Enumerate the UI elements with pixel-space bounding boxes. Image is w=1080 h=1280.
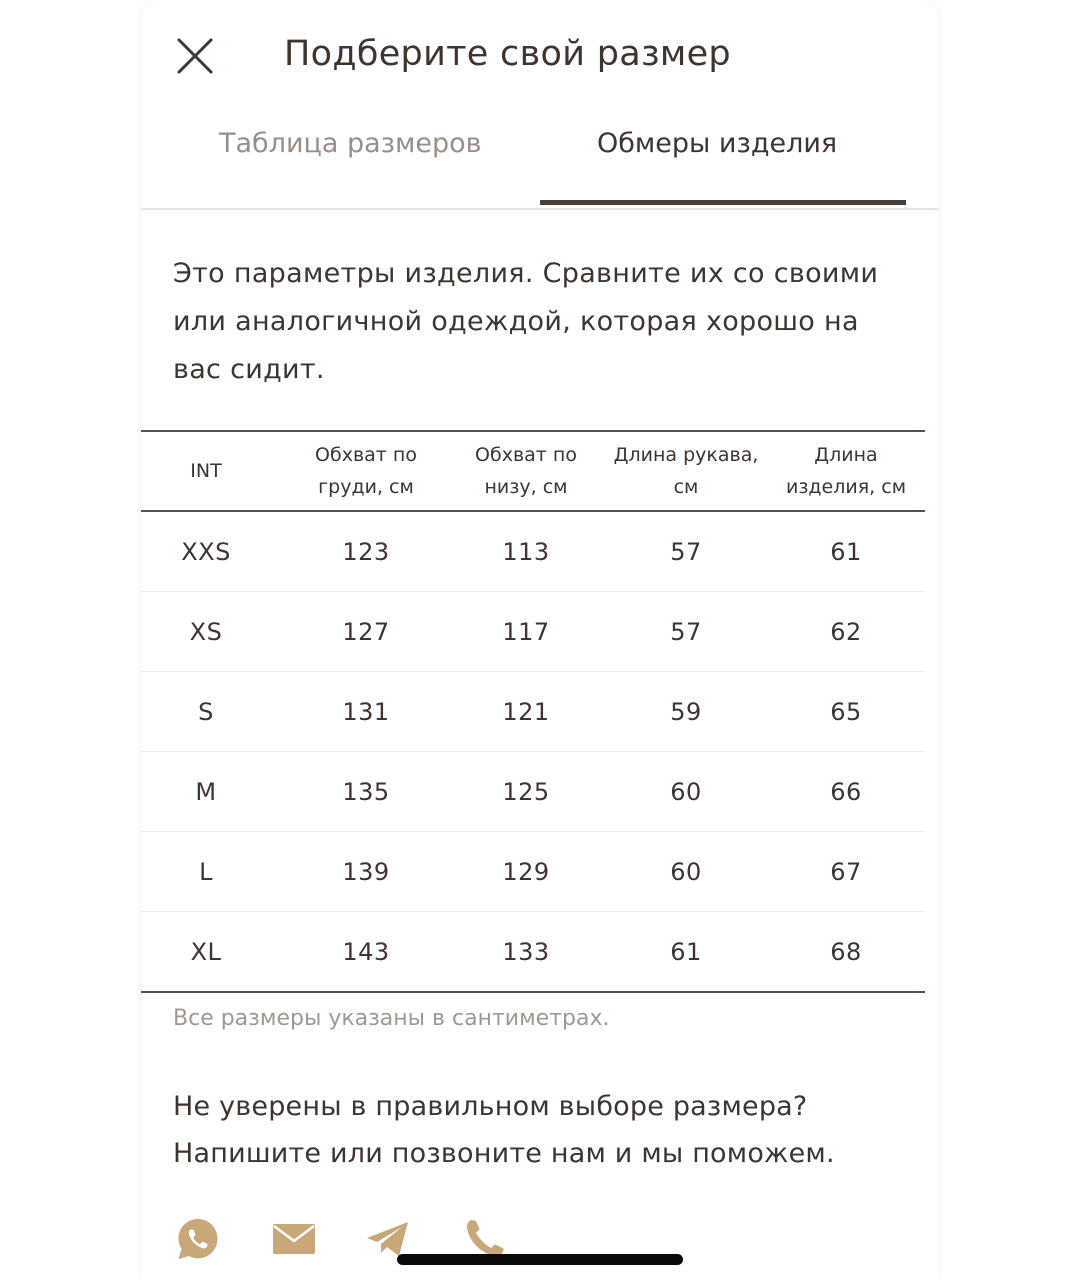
tab-garment-measurements[interactable]: Обмеры изделия xyxy=(597,128,838,159)
cell-size: S xyxy=(198,697,214,726)
column-header-int: INT xyxy=(190,460,222,482)
tab-size-table[interactable]: Таблица размеров xyxy=(219,128,482,159)
mail-icon xyxy=(271,1216,317,1262)
size-picker-sheet xyxy=(141,0,939,1280)
cell-length: 62 xyxy=(830,617,862,646)
table-row xyxy=(141,912,925,993)
help-line: Не уверены в правильном выборе размера? xyxy=(173,1091,808,1122)
home-indicator xyxy=(397,1254,683,1265)
cell-sleeve: 60 xyxy=(670,857,702,886)
email-button[interactable] xyxy=(271,1216,317,1262)
cell-length: 67 xyxy=(830,857,862,886)
whatsapp-button[interactable] xyxy=(175,1216,221,1262)
column-header-chest: Обхват по груди, см xyxy=(315,444,417,498)
cell-size: M xyxy=(195,777,217,806)
cell-sleeve: 57 xyxy=(670,537,702,566)
column-header-length: Длина изделия, см xyxy=(785,444,907,498)
cell-length: 61 xyxy=(830,537,862,566)
cell-chest: 131 xyxy=(342,697,390,726)
cell-sleeve: 61 xyxy=(670,937,702,966)
active-tab-indicator xyxy=(540,200,906,205)
cell-sleeve: 60 xyxy=(670,777,702,806)
table-row xyxy=(141,592,925,672)
cell-chest: 143 xyxy=(342,937,390,966)
cell-size: XL xyxy=(190,937,222,966)
cell-hem: 129 xyxy=(502,857,550,886)
table-row xyxy=(141,672,925,752)
cell-hem: 133 xyxy=(502,937,550,966)
page-title: Подберите свой размер xyxy=(284,34,731,74)
cell-length: 68 xyxy=(830,937,862,966)
cell-chest: 139 xyxy=(342,857,390,886)
tab-bar xyxy=(141,128,939,210)
cell-sleeve: 57 xyxy=(670,617,702,646)
cell-hem: 125 xyxy=(502,777,550,806)
measurements-table xyxy=(141,430,925,993)
description xyxy=(173,250,913,394)
table-row xyxy=(141,512,925,592)
cell-chest: 127 xyxy=(342,617,390,646)
cell-size: XS xyxy=(189,617,223,646)
cell-size: XXS xyxy=(181,537,231,566)
table-row xyxy=(141,832,925,912)
cell-hem: 121 xyxy=(502,697,550,726)
cell-chest: 123 xyxy=(342,537,390,566)
cell-chest: 135 xyxy=(342,777,390,806)
column-header-hem: Обхват по низу, см xyxy=(475,444,577,498)
close-icon xyxy=(175,36,215,76)
cell-hem: 113 xyxy=(502,537,550,566)
units-note: Все размеры указаны в сантиметрах. xyxy=(173,1006,610,1031)
cell-size: L xyxy=(199,857,213,886)
cell-hem: 117 xyxy=(502,617,550,646)
close-button[interactable] xyxy=(175,36,215,76)
help-text xyxy=(173,1083,835,1177)
column-header-sleeve: Длина рукава, см xyxy=(613,444,759,498)
cell-length: 66 xyxy=(830,777,862,806)
description-line: Это параметры изделия. Сравните их со своими xyxy=(173,258,879,289)
cell-sleeve: 59 xyxy=(670,697,702,726)
table-header xyxy=(141,430,925,512)
cell-length: 65 xyxy=(830,697,862,726)
description-line: или аналогичной одеждой, которая хорошо на xyxy=(173,306,859,337)
help-line: Напишите или позвоните нам и мы поможем. xyxy=(173,1138,835,1169)
whatsapp-icon xyxy=(175,1216,221,1262)
description-line: вас сидит. xyxy=(173,354,325,385)
table-row xyxy=(141,752,925,832)
